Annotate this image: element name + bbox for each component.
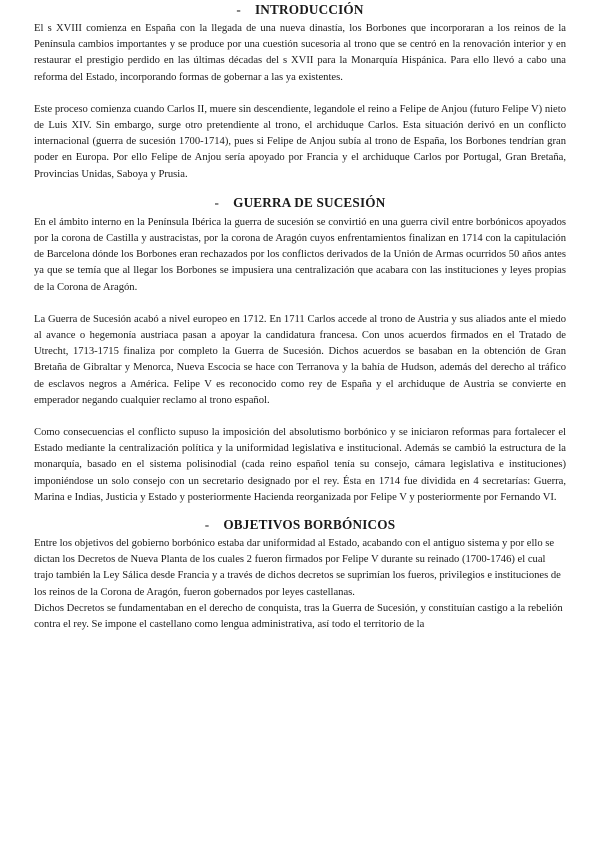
heading-title: GUERRA DE SUCESIÓN: [233, 194, 386, 210]
heading-introduccion: [34, 0, 566, 19]
heading-title: OBJETIVOS BORBÓNICOS: [223, 517, 396, 533]
heading-dash: -: [204, 517, 210, 533]
paragraph: La Guerra de Sucesión acabó a nivel europeo en 1712. En 1711 Carlos accede al trono de Austria y sus aliados ante el miedo al avance o hegemonía austriaca pasan a apoyar la candidatura francesa. Con unos acuerdos firmados en el Tratado de Utrecht, 1713-1715 finaliza por completo la Guerra de Sucesión. Dichos acuerdos se basaban en la obtención de Gran Bretaña de Gibraltar y Menorca, Nueva Escocia se hace con Terranova y la bahía de Hudson, además del derecho al tráfico de esclavos negros a América. Felipe V es reconocido como rey de España y el archiduque de Austria se convierte en emperador negando cualquier reclamo al trono español.: [34, 313, 566, 406]
heading-objetivos-borbonicos: [34, 516, 566, 534]
heading-title: INTRODUCCIÓN: [254, 2, 364, 17]
heading-dash: -: [236, 2, 241, 17]
heading-dash: -: [214, 194, 220, 210]
paragraph: Entre los objetivos del gobierno borbónico estaba dar uniformidad al Estado, acabando con el antiguo sistema y por ello se dictan los Decretos de Nueva Planta de los cuales 2 fueron firmados por Felipe V durante su reinado (1700-1746) el cual trajo también la Ley Sálica desde Francia y a través de dichos decretos se suprimían los fueros, privilegios e instituciones de los reinos de la Corona de Aragón, fueron gobernados por leyes castellanas.: [34, 538, 561, 598]
paragraph: Como consecuencias el conflicto supuso la imposición del absolutismo borbónico y se iniciaron reformas para fortalecer el Estado mediante la centralización política y la uniformidad legislativa e institucional. Además se cambió la estructura de la monarquía, basado en el sistema polisinodial (cada reino español tenía su consejo, cámara legislativa e instituciones) imponiéndose un solo consejo con un secretario designado por el rey. Ésta en 1714 fue dividida en 4 secretarías: Guerra, Marina e Indias, Justicia y Estado y posteriormente Hacienda reorganizada por Felipe V y posteriormente por Fernando VI.: [34, 427, 566, 503]
heading-guerra-de-sucesion: [34, 194, 566, 212]
paragraph: El s XVIII comienza en España con la llegada de una nueva dinastía, los Borbones que incorporaran a los reinos de la Península cambios importantes y se produce por una cuestión sucesoria al trono que se centró en la renovación interior y en restaurar el prestigio perdido en las últimas décadas del s XVII para la Monarquía Hispánica. Para ello llevó a cabo una reforma del Estado, incorporando formas de gobernar a las ya existentes.: [34, 23, 566, 83]
paragraph: Este proceso comienza cuando Carlos II, muere sin descendiente, legandole el reino a Felipe de Anjou (futuro Felipe V) nieto de Luis XIV. Sin embargo, surge otro pretendiente al trono, el archiduque Carlos. Esta situación derivó en un conflicto internacional (guerra de sucesión 1700-1714), pues si Felipe de Anjou subía al trono de España, los Borbones tendrían gran poder en Europa. Por ello Felipe de Anjou sería apoyado por Francia y el archiduque Carlos por Portugal, Gran Bretaña, Provincias Unidas, Saboya y Prusia.: [34, 103, 566, 180]
paragraph: Dichos Decretos se fundamentaban en el derecho de conquista, tras la Guerra de Sucesión, y constituían castigo a la rebelión contra el rey. Se impone el castellano como lengua administrativa, así todo el territorio de la: [34, 602, 563, 631]
paragraph: En el ámbito interno en la Península Ibérica la guerra de sucesión se convirtió en una guerra civil entre borbónicos apoyados por la corona de Castilla y austracistas, por la corona de Aragón cuyos enfrentamientos finalizan en 1714 con la capitulación de Barcelona dónde los Borbones eran rechazados por los conflictos derivados de la Unión de Armas ocurridos 50 años antes ya que se temía que al llegar los Borbones se impusiera una centralización que acabara con las instituciones y leyes propias de la Corona de Aragón.: [34, 216, 566, 293]
